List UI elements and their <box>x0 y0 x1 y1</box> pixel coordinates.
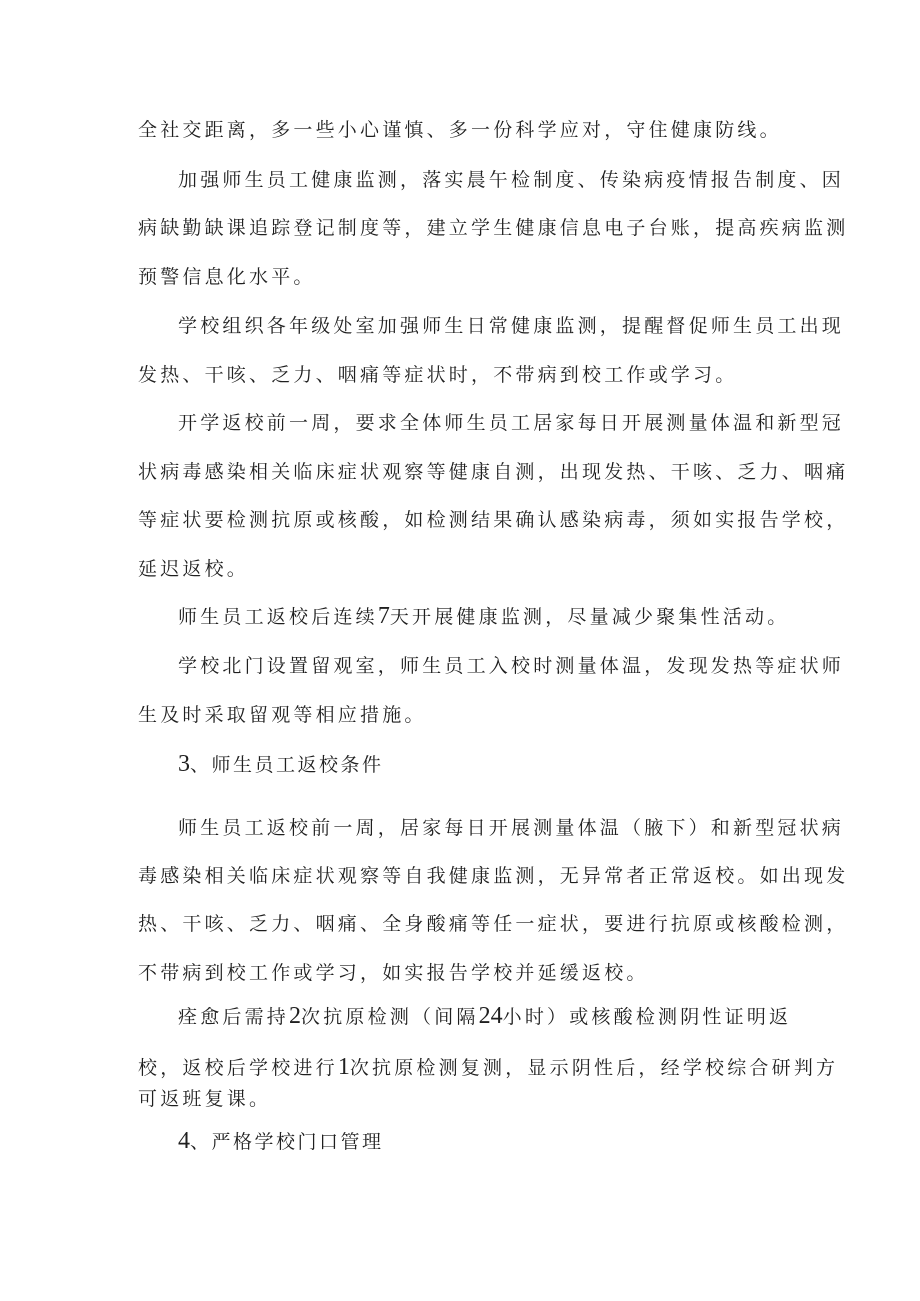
heading-number: 4 <box>178 1128 190 1154</box>
paragraph-line: 延迟返校。 <box>138 558 250 580</box>
paragraph-line: 毒感染相关临床症状观察等自我健康监测，无异常者正常返校。如出现发 <box>138 865 849 887</box>
paragraph-line: 可返班复课。 <box>138 1088 272 1110</box>
paragraph-line <box>178 1003 792 1030</box>
paragraph-line: 师生员工返校前一周，居家每日开展测量体温（腋下）和新型冠状病 <box>178 817 845 839</box>
text-segment: 痊愈后需持 <box>178 1006 290 1028</box>
paragraph-line: 全社交距离，多一些小心谨慎、多一份科学应对，守住健康防线。 <box>138 119 782 141</box>
text-segment: 校，返校后学校进行 <box>138 1057 338 1079</box>
number-segment: 2 <box>289 1003 302 1029</box>
paragraph-line: 预警信息化水平。 <box>138 266 316 288</box>
paragraph-line: 发热、干咳、乏力、咽痛等症状时，不带病到校工作或学习。 <box>138 364 738 386</box>
heading-text: 、师生员工返校条件 <box>190 754 384 776</box>
number-segment: 7 <box>377 603 390 629</box>
text-segment: 次抗原检测复测，显示阴性后，经学校综合研判方 <box>349 1057 839 1079</box>
paragraph-line: 状病毒感染相关临床症状观察等健康自测，出现发热、干咳、乏力、咽痛 <box>138 461 849 483</box>
heading-text: 、严格学校门口管理 <box>190 1131 384 1153</box>
paragraph-line: 不带病到校工作或学习，如实报告学校并延缓返校。 <box>138 962 649 984</box>
text-segment: 师生员工返校后连续 <box>178 606 378 628</box>
number-segment: 24 <box>478 1003 503 1029</box>
paragraph-line: 病缺勤缺课追踪登记制度等，建立学生健康信息电子台账，提高疾病监测 <box>138 217 849 239</box>
number-segment: 1 <box>337 1054 350 1080</box>
heading-number: 3 <box>178 751 190 777</box>
text-segment: 次抗原检测（间隔 <box>301 1006 479 1028</box>
paragraph-line <box>178 603 788 630</box>
section-heading <box>178 751 384 778</box>
text-segment: 天开展健康监测，尽量减少聚集性活动。 <box>389 606 790 628</box>
paragraph-line: 开学返校前一周，要求全体师生员工居家每日开展测量体温和新型冠 <box>178 412 845 434</box>
paragraph-line <box>138 1054 839 1081</box>
paragraph-line: 加强师生员工健康监测，落实晨午检制度、传染病疫情报告制度、因 <box>178 169 845 191</box>
text-segment: 小时）或核酸检测阴性证明返 <box>502 1006 792 1028</box>
paragraph-line: 学校组织各年级处室加强师生日常健康监测，提醒督促师生员工出现 <box>178 315 845 337</box>
section-heading <box>178 1128 384 1155</box>
paragraph-line: 学校北门设置留观室，师生员工入校时测量体温，发现发热等症状师 <box>178 655 845 677</box>
paragraph-line: 等症状要检测抗原或核酸，如检测结果确认感染病毒，须如实报告学校， <box>138 509 849 531</box>
paragraph-line: 生及时采取留观等相应措施。 <box>138 704 427 726</box>
paragraph-line: 热、干咳、乏力、咽痛、全身酸痛等任一症状，要进行抗原或核酸检测， <box>138 913 849 935</box>
